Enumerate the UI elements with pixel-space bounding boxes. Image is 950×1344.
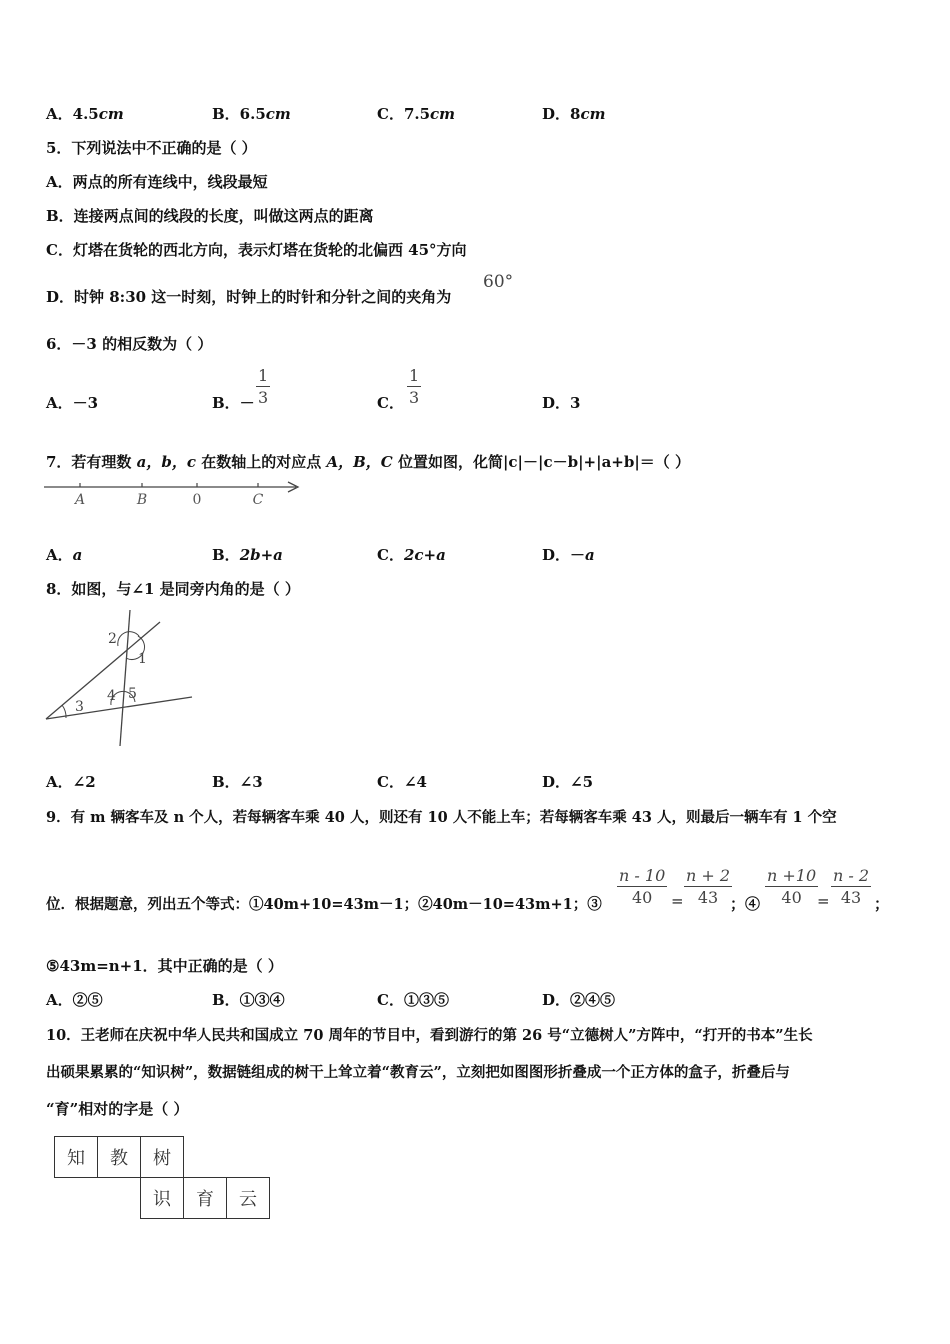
q6-option-c-fraction: 1 3: [409, 366, 420, 407]
q9-option-b: B．①③④: [212, 991, 285, 1009]
q5-option-d: D．时钟 8:30 这一时刻，时钟上的时针和分针之间的夹角为: [46, 288, 452, 306]
q8-angle-label-4: 4: [107, 688, 116, 704]
q9-line3: ⑤43m=n+1．其中正确的是（ ）: [46, 957, 283, 975]
q4-option-a: A．4.5cm: [46, 105, 124, 123]
q7-option-b: B．2b+a: [212, 546, 283, 564]
q8-angle-label-2: 2: [108, 631, 117, 647]
q9-fraction-2: n + 2 43: [686, 866, 731, 907]
q9-option-d: D．②④⑤: [542, 991, 616, 1009]
q9-fraction-1: n - 10 40: [619, 866, 666, 907]
q9-equals-1: =: [671, 892, 684, 910]
net-blank: [55, 1178, 98, 1219]
net-cell: 育: [184, 1178, 227, 1219]
q7-label-b: B: [136, 492, 148, 508]
q10-cube-net: [54, 1136, 270, 1219]
q7-stem: 7．若有理数 a，b，c 在数轴上的对应点 A，B，C 位置如图，化简|c|－|c－b|+|a+b|＝（ ）: [46, 453, 691, 471]
q8-option-b: B．∠3: [212, 773, 263, 791]
q7-label-c: C: [252, 492, 264, 508]
q8-angle-figure: [40, 606, 200, 752]
q5-option-a: A．两点的所有连线中，线段最短: [46, 173, 268, 191]
q5-option-c: C．灯塔在货轮的西北方向，表示灯塔在货轮的北偏西 45°方向: [46, 241, 467, 259]
q7-option-a: A．a: [46, 546, 83, 564]
q4-option-d: D．8cm: [542, 105, 606, 123]
q9-option-c: C．①③⑤: [377, 991, 449, 1009]
q9-equals-2: =: [817, 892, 830, 910]
net-cell: 识: [141, 1178, 184, 1219]
q9-fraction-3: n +10 40: [767, 866, 817, 907]
q6-option-d: D．3: [542, 394, 581, 412]
q9-fraction-4: n - 2 43: [833, 866, 870, 907]
q7-label-a: A: [74, 492, 86, 508]
q8-option-c: C．∠4: [377, 773, 427, 791]
q9-end: ；: [874, 895, 890, 913]
q5-option-b: B．连接两点间的线段的长度，叫做这两点的距离: [46, 207, 374, 225]
q8-stem: 8．如图，与∠1 是同旁内角的是（ ）: [46, 580, 300, 598]
q9-stem: 9．有 m 辆客车及 n 个人，若每辆客车乘 40 人，则还有 10 人不能上车；若每辆客车乘 43 人，则最后一辆车有 1 个空: [46, 809, 837, 826]
q9-sep: ；④: [730, 895, 761, 913]
q10-line1: 10．王老师在庆祝中华人民共和国成立 70 周年的节目中，看到游行的第 26 号“立德树人”方阵中，“打开的书本”生长: [46, 1027, 813, 1044]
net-blank: [227, 1137, 270, 1178]
q7-number-line: [44, 476, 304, 510]
q4-option-b: B．6.5cm: [212, 105, 291, 123]
q6-option-b-fraction: 1 3: [258, 366, 269, 407]
q6-option-a: A．－3: [46, 394, 99, 412]
q10-line3: “育”相对的字是（ ）: [46, 1100, 189, 1118]
q4-option-c: C．7.5cm: [377, 105, 456, 123]
net-cell: 云: [227, 1178, 270, 1219]
q7-label-zero: 0: [192, 492, 202, 508]
q10-line2: 出硕果累累的“知识树”，数据链组成的树干上耸立着“教育云”，立刻把如图图形折叠成一个正方体的盒子，折叠后与: [46, 1064, 790, 1081]
q6-option-b: B．－: [212, 394, 255, 412]
q8-angle-label-1: 1: [138, 651, 147, 667]
q8-angle-label-5: 5: [128, 686, 137, 702]
net-blank: [184, 1137, 227, 1178]
q5-d-angle-value: 60°: [483, 272, 514, 292]
q8-option-a: A．∠2: [46, 773, 96, 791]
q9-line2: 位．根据题意，列出五个等式：①40m+10=43m－1；②40m－10=43m+1；③: [46, 896, 602, 913]
q6-option-c: C．: [377, 394, 404, 412]
net-blank: [98, 1178, 141, 1219]
net-cell: 树: [141, 1137, 184, 1178]
net-cell: 教: [98, 1137, 141, 1178]
q5-stem: 5．下列说法中不正确的是（ ）: [46, 139, 257, 157]
q8-option-d: D．∠5: [542, 773, 594, 791]
q7-option-c: C．2c+a: [377, 546, 446, 564]
q7-option-d: D．－a: [542, 546, 595, 564]
q6-stem: 6．－3 的相反数为（ ）: [46, 335, 213, 353]
net-cell: 知: [55, 1137, 98, 1178]
q8-angle-label-3: 3: [75, 699, 84, 715]
q9-option-a: A．②⑤: [46, 991, 103, 1009]
